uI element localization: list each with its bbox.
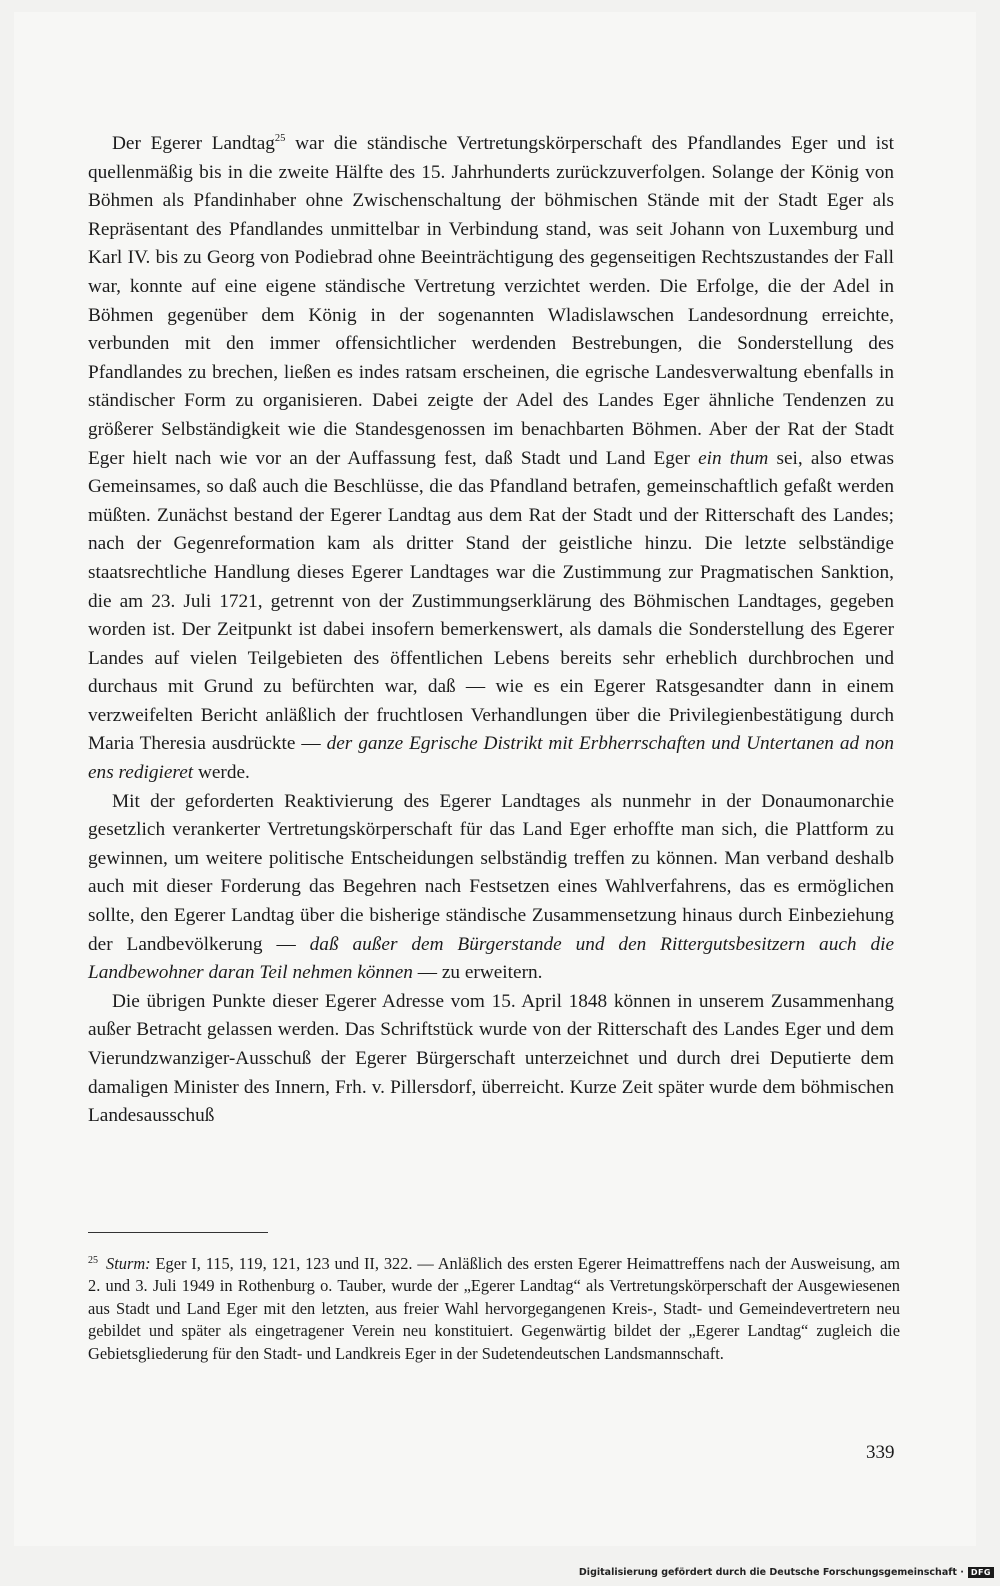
main-text (88, 130, 894, 1131)
page-number: 339 (866, 1442, 895, 1463)
paragraph-2: Mit der geforderten Reaktivierung des Egerer Landtages als nunmehr in der Donaumonarchie gesetzlich verankerter Vertretungskörperschaft für das Land Eger erhoffte man sich, die Plattform zu gewinnen, um weitere politische Entscheidungen selbständig treffen zu können. Man verband deshalb auch mit dieser Forderung das Begehren nach Festsetzen eines Wahlverfahrens, das es ermöglichen sollte, den Egerer Landtag über die bisherige ständische Zusammensetzung hinaus durch Einbeziehung der Landbevölkerung — daß außer dem Bürgerstande und den Rittergutsbesitzern auch die Landbewohner daran Teil nehmen können — zu erweitern. (88, 790, 895, 984)
paragraph-3: Die übrigen Punkte dieser Egerer Adresse vom 15. April 1848 können in unserem Zusammenhang außer Betracht gelassen werden. Das Schriftstück wurde von der Ritterschaft des Landes Eger und dem Vierundzwanziger-Ausschuß der Egerer Bürgerschaft unterzeichnet und durch drei Deputierte dem damaligen Minister des Innern, Frh. v. Pillersdorf, überreicht. Kurze Zeit später wurde dem böhmischen Landesausschuß (88, 990, 894, 1127)
quote-landbewohner: daß außer dem Bürgerstande und den Rittergutsbesitzern auch die Landbewohner daran Teil nehmen können (88, 933, 895, 984)
footnote-divider (88, 1232, 268, 1233)
footnote-mark: 25 (88, 1255, 98, 1266)
credit-text: Digitalisierung gefördert durch die Deutsche Forschungsgemeinschaft · (578, 1567, 964, 1578)
page (14, 12, 976, 1546)
dfg-logo-icon: DFG (968, 1567, 994, 1578)
quote-distrikt: der ganze Egrische Distrikt mit Erbherrschaften und Untertanen ad non ens redigieret (88, 733, 894, 784)
footnote-author: Sturm: (106, 1254, 151, 1273)
paragraph-1: Der Egerer Landtag$^{25}$ war die ständische Vertretungskörperschaft des Pfandlandes Eger und ist quellenmäßig bis in die zweite Hälfte des 15. Jahrhunderts zurückzuverfolgen. Solange der König von Böhmen als Pfandinhaber ohne Zwischenschaltung der böhmischen Stände mit der Stadt Eger als Repräsentant des Pfandlandes unmittelbar in Verbindung stand, was seit Johann von Luxemburg und Karl IV. bis zu Georg von Podiebrad ohne Beeinträchtigung des gegenseitigen Rechtszustandes der Fall war, konnte auf eine eigene ständische Vertretung verzichtet werden. Die Erfolge, die der Adel in Böhmen gegenüber dem König in der sogenannten Wladislawschen Landesordnung erreichte, verbunden mit den immer offensichtlicher werdenden Bestrebungen, die Sonderstellung des Pfandlandes zu brechen, ließen es indes ratsam erscheinen, die egrische Landesverwaltung ebenfalls in ständischer Form zu organisieren. Dabei zeigte der Adel des Landes Eger ähnliche Tendenzen zu größerer Selbständigkeit wie die Standesgenossen im benachbarten Böhmen. Aber der Rat der Stadt Eger hielt nach wie vor an der Auffassung fest, daß Stadt und Land Eger ein thum sei, also etwas Gemeinsames, so daß auch die Beschlüsse, die das Pfandland betrafen, gemeinschaftlich gefaßt werden müßten. Zunächst bestand der Egerer Landtag aus dem Rat der Stadt und der Ritterschaft des Landes; nach der Gegenreformation kam als dritter Stand der geistliche hinzu. Die letzte selbständige staatsrechtliche Handlung dieses Egerer Landtages war die Zustimmung zur Pragmatischen Sanktion, die am 23. Juli 1721, getrennt von der Zustimmungserklärung des Böhmischen Landtages, gegeben worden ist. Der Zeitpunkt ist dabei insofern bemerkenswert, als damals die Sonderstellung des Egerer Landes auf vielen Teilgebieten des öffentlichen Lebens bereits sehr erheblich durchbrochen und durchaus mit Grund zu befürchten war, daß — wie es ein Egerer Ratsgesandter dann in einem verzweifelten Bericht anläßlich der fruchtlosen Verhandlungen über die Privilegienbestätigung durch Maria Theresia ausdrückte — der ganze Egrische Distrikt mit Erbherrschaften und Untertanen ad non ens redigieret werde. (88, 133, 895, 784)
footnote-text: Eger I, 115, 119, 121, 123 und II, 322. — Anläßlich des ersten Egerer Heimattreffens nach der Ausweisung, am 2. und 3. Juli 1949 in Rothenburg o. Tauber, wurde der „Egerer Landtag“ als Vertretungskörperschaft der Ausgewiesenen aus Stadt und Land Eger mit den letzten, aus freier Wahl hervorgegangenen Kreis-, Stadt- und Gemeindevertretern neu gebildet und später als eingetragener Verein neu konstituiert. Gegenwärtig bildet der „Egerer Landtag“ zugleich die Gebietsgliederung für den Stadt- und Landkreis Eger in der Sudetendeutschen Landsmannschaft. (88, 1254, 900, 1363)
footnote-reference[interactable]: 25 (274, 133, 286, 144)
digitization-credit (579, 1567, 994, 1578)
footnote (88, 1250, 900, 1365)
quote-ein-thum: ein thum (698, 447, 769, 469)
